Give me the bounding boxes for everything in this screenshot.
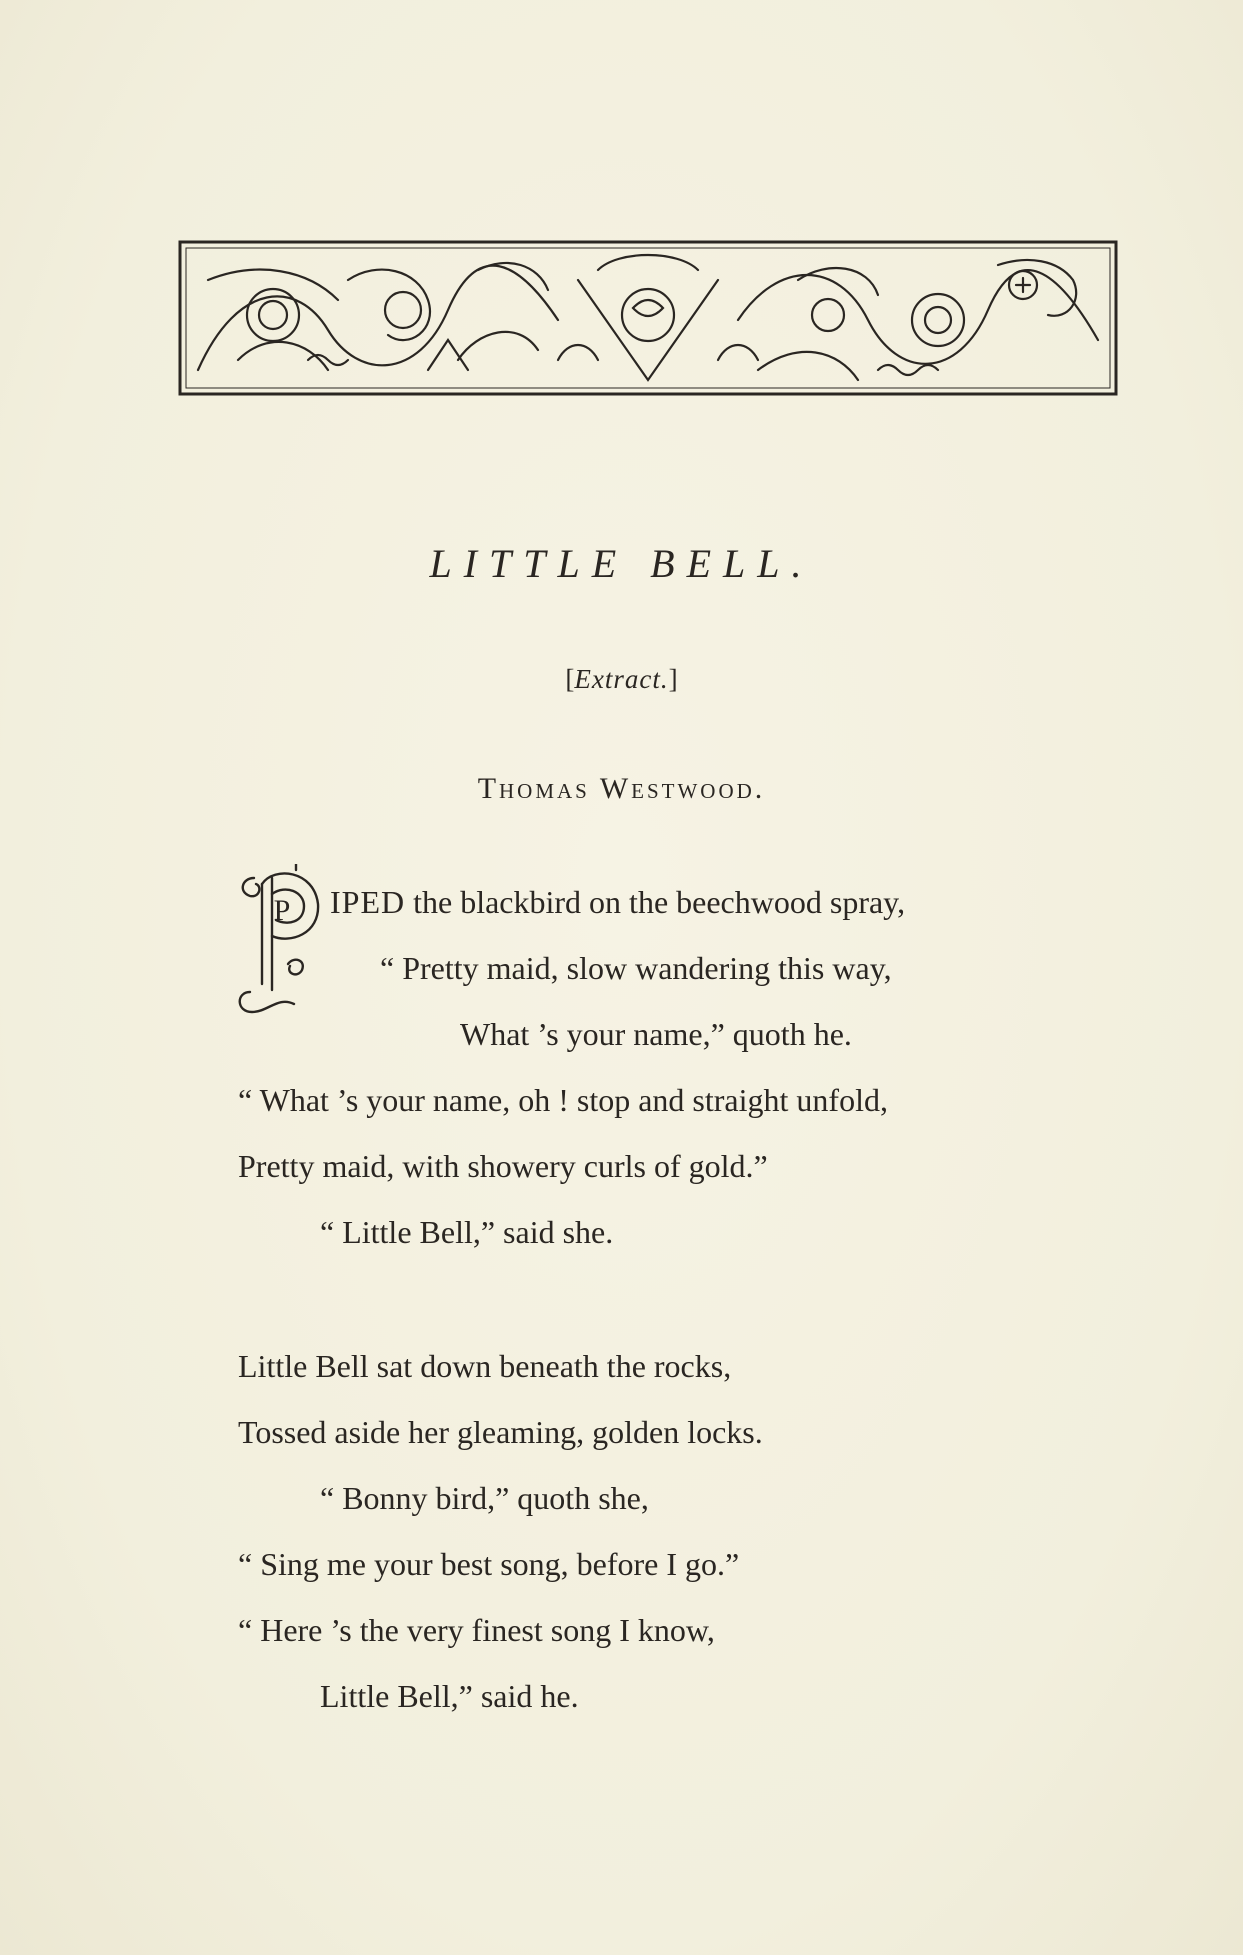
first-word: IPED bbox=[330, 884, 406, 920]
drop-cap-p-icon bbox=[234, 864, 326, 1016]
poem-line: “ Little Bell,” said she. bbox=[320, 1214, 614, 1250]
poem-line: Little Bell sat down beneath the rocks, bbox=[238, 1348, 732, 1384]
poem-title: LITTLE BELL. bbox=[429, 541, 814, 586]
poem-line: “ Here ’s the very finest song I know, bbox=[238, 1612, 715, 1648]
extract-open-bracket: [ bbox=[565, 664, 575, 694]
drop-cap-initial bbox=[234, 864, 326, 1016]
extract-note bbox=[0, 664, 1243, 695]
poem-line: “ Sing me your best song, before I go.” bbox=[238, 1546, 740, 1582]
poem-line: Pretty maid, with showery curls of gold.” bbox=[238, 1148, 768, 1184]
ornamental-headpiece bbox=[178, 240, 1118, 396]
poem-line: Little Bell,” said he. bbox=[320, 1678, 579, 1714]
poem-line: “ What ’s your name, oh ! stop and straight unfold, bbox=[238, 1082, 888, 1118]
poem-line: “ Bonny bird,” quoth she, bbox=[320, 1480, 649, 1516]
author-name: Thomas Westwood. bbox=[477, 772, 766, 805]
poem-line: “ Pretty maid, slow wandering this way, bbox=[380, 950, 892, 986]
poem-line bbox=[330, 882, 905, 922]
extract-label: Extract. bbox=[574, 664, 669, 694]
poem-line: Tossed aside her gleaming, golden locks. bbox=[238, 1414, 763, 1450]
drop-cap-letter: P bbox=[273, 894, 291, 927]
line-text: the blackbird on the beechwood spray, bbox=[405, 884, 906, 920]
poem-line: What ’s your name,” quoth he. bbox=[460, 1016, 852, 1052]
extract-close-bracket: ] bbox=[668, 664, 678, 694]
headpiece-scroll-icon bbox=[178, 240, 1118, 396]
